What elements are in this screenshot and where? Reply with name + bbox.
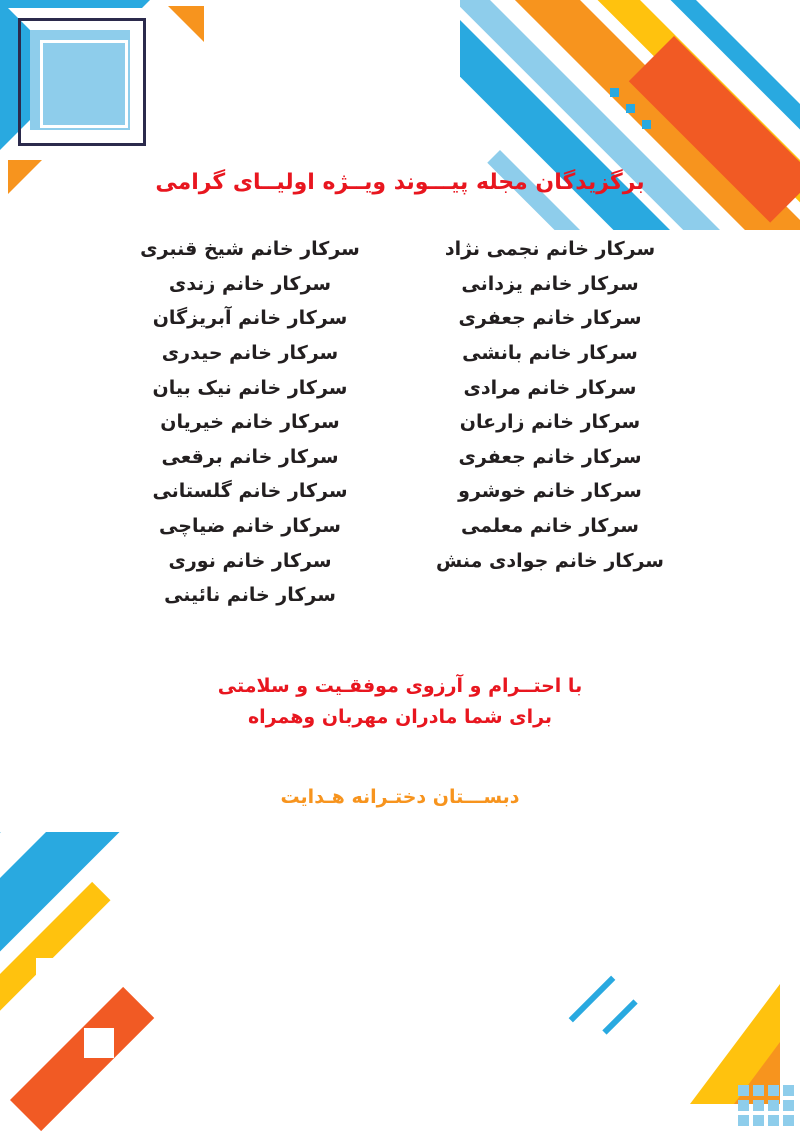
deco-cyan-line-2 — [602, 999, 637, 1034]
deco-dot-grid — [738, 1085, 794, 1126]
bottom-left-decoration — [0, 832, 330, 1132]
list-item: سرکار خانم نائینی — [164, 584, 336, 607]
list-item: سرکار خانم خوشرو — [458, 480, 642, 503]
list-item: سرکار خانم یزدانی — [461, 272, 639, 295]
honorees-column-left — [400, 237, 700, 609]
list-item: سرکار خانم گلستانی — [152, 480, 348, 503]
closing-message — [40, 671, 760, 734]
list-item: سرکار خانم حیدری — [161, 341, 339, 364]
list-item: سرکار خانم زارعان — [459, 411, 641, 434]
list-item: سرکار خانم ضیاچی — [159, 515, 341, 538]
list-item: سرکار خانم جعفری — [458, 307, 642, 330]
list-item: سرکار خانم جعفری — [458, 445, 642, 468]
bottom-right-decoration — [500, 932, 800, 1132]
list-item: سرکار خانم خیریان — [160, 411, 340, 434]
list-item: سرکار خانم نوری — [168, 549, 332, 572]
closing-line-2: برای شما مادران مهربان وهمراه — [247, 706, 553, 729]
list-item: سرکار خانم مرادی — [463, 376, 637, 399]
deco-white-square-1 — [36, 958, 80, 1002]
list-item: سرکار خانم آبریزگان — [152, 307, 348, 330]
list-item: سرکار خانم شیخ قنبری — [140, 238, 360, 260]
list-item: سرکار خانم بانشی — [462, 341, 638, 364]
school-signature: دبســـتان دختـرانه هـدایت — [280, 785, 520, 808]
list-item: سرکار خانم معلمی — [461, 515, 639, 538]
list-item: سرکار خانم نجمی نژاد — [444, 238, 656, 260]
honorees-column-right — [100, 237, 400, 609]
closing-line-1: با احتــرام و آرزوی موفقـیت و سلامتی — [217, 675, 583, 698]
list-item: سرکار خانم برقعی — [161, 445, 339, 468]
honorees-list — [40, 237, 760, 609]
deco-cyan-line-1 — [569, 976, 616, 1023]
deco-band-redorange-2 — [10, 987, 154, 1131]
page-title: برگزیدگان مجله پیـــوند ویــژه اولیــای گرامی — [155, 170, 645, 195]
list-item: سرکار خانم زندی — [168, 272, 332, 295]
list-item: سرکار خانم نیک بیان — [152, 376, 348, 399]
deco-white-square-2 — [84, 1028, 114, 1058]
list-item: سرکار خانم جوادی منش — [436, 549, 664, 572]
